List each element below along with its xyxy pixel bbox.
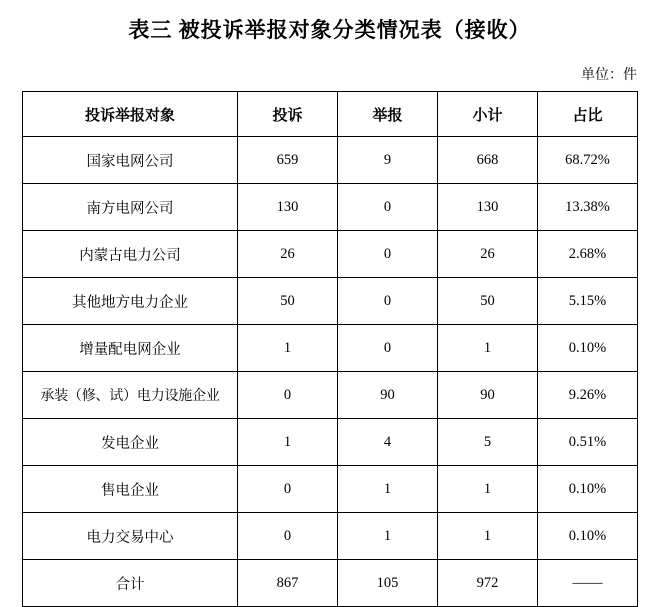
cell-percent: 9.26% [538,372,638,419]
table-container [0,91,659,607]
cell-object: 增量配电网企业 [23,325,238,372]
cell-report: 0 [338,184,438,231]
table-row [23,325,638,372]
cell-report: 0 [338,231,438,278]
cell-report: 4 [338,419,438,466]
cell-subtotal: 130 [438,184,538,231]
cell-subtotal: 5 [438,419,538,466]
cell-percent: 0.10% [538,466,638,513]
cell-total-percent: —— [538,560,638,607]
cell-object: 南方电网公司 [23,184,238,231]
cell-subtotal: 50 [438,278,538,325]
cell-report: 0 [338,278,438,325]
cell-complaint: 50 [238,278,338,325]
cell-complaint: 26 [238,231,338,278]
column-header-subtotal: 小计 [438,92,538,137]
cell-report: 1 [338,513,438,560]
cell-subtotal: 1 [438,513,538,560]
cell-total-subtotal: 972 [438,560,538,607]
cell-complaint: 1 [238,419,338,466]
cell-object: 其他地方电力企业 [23,278,238,325]
cell-total-report: 105 [338,560,438,607]
cell-report: 90 [338,372,438,419]
table-row [23,137,638,184]
column-header-report: 举报 [338,92,438,137]
column-header-complaint: 投诉 [238,92,338,137]
unit-note: 单位：件 [581,68,637,83]
cell-complaint: 0 [238,513,338,560]
cell-percent: 68.72% [538,137,638,184]
table-row [23,513,638,560]
cell-total-complaint: 867 [238,560,338,607]
page-title: 表三 被投诉举报对象分类情况表（接收） [128,18,531,42]
table-row [23,466,638,513]
cell-total-label: 合计 [23,560,238,607]
cell-report: 9 [338,137,438,184]
cell-percent: 0.10% [538,513,638,560]
cell-object: 发电企业 [23,419,238,466]
column-header-percent: 占比 [538,92,638,137]
cell-percent: 2.68% [538,231,638,278]
table-header-row [23,92,638,137]
cell-subtotal: 1 [438,325,538,372]
cell-subtotal: 668 [438,137,538,184]
cell-object: 电力交易中心 [23,513,238,560]
table-row [23,419,638,466]
cell-subtotal: 26 [438,231,538,278]
cell-complaint: 0 [238,372,338,419]
table-row [23,231,638,278]
cell-object: 售电企业 [23,466,238,513]
cell-report: 1 [338,466,438,513]
cell-complaint: 130 [238,184,338,231]
column-header-object: 投诉举报对象 [23,92,238,137]
cell-subtotal: 1 [438,466,538,513]
cell-percent: 5.15% [538,278,638,325]
cell-complaint: 659 [238,137,338,184]
table-row [23,372,638,419]
cell-complaint: 0 [238,466,338,513]
table-total-row [23,560,638,607]
cell-percent: 13.38% [538,184,638,231]
cell-object: 内蒙古电力公司 [23,231,238,278]
complaint-report-table [22,91,638,607]
cell-complaint: 1 [238,325,338,372]
cell-percent: 0.10% [538,325,638,372]
cell-subtotal: 90 [438,372,538,419]
cell-object: 国家电网公司 [23,137,238,184]
table-row [23,278,638,325]
cell-object: 承装（修、试）电力设施企业 [23,372,238,419]
cell-report: 0 [338,325,438,372]
table-row [23,184,638,231]
cell-percent: 0.51% [538,419,638,466]
